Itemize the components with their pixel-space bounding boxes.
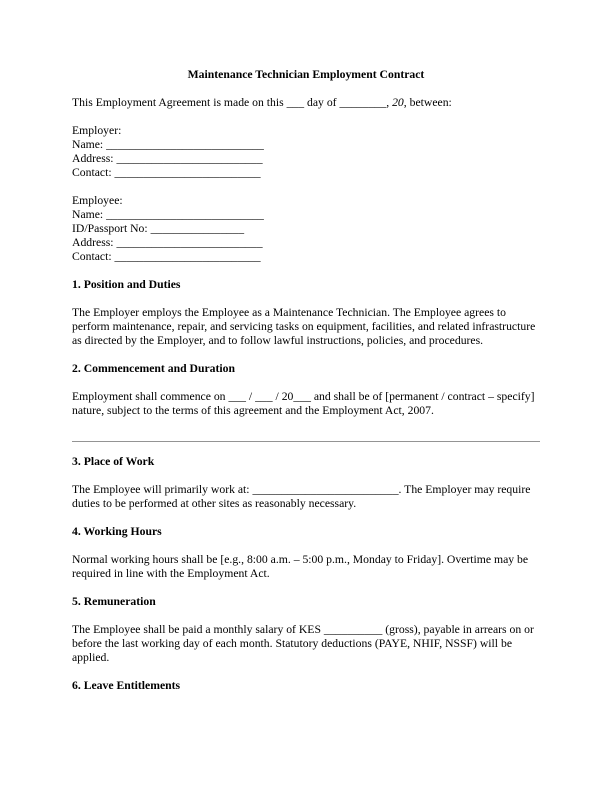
- field-label: Address:: [72, 236, 114, 249]
- field-label: ID/Passport No:: [72, 222, 148, 235]
- field-blank: ___________________________: [106, 138, 264, 151]
- section-4-heading: 4. Working Hours: [72, 525, 162, 538]
- employer-address-line: [72, 152, 540, 166]
- employer-contact-line: [72, 166, 540, 180]
- section-4-body: Normal working hours shall be [e.g., 8:00 a.m. – 5:00 p.m., Monday to Friday]. Overtime may be required in line with the Employment Act.: [72, 553, 529, 580]
- intro-paragraph: [72, 96, 540, 110]
- intro-year: 20: [392, 96, 404, 109]
- employer-heading: Employer:: [72, 124, 122, 137]
- intro-text-before: This Employment Agreement is made on this ___ day of ________,: [72, 96, 393, 109]
- field-label: Contact:: [72, 166, 112, 179]
- field-label: Name:: [72, 208, 104, 221]
- field-blank: _________________________: [116, 236, 263, 249]
- section-6-heading: 6. Leave Entitlements: [72, 679, 181, 692]
- document-title: Maintenance Technician Employment Contract: [187, 68, 425, 81]
- field-label: Address:: [72, 152, 114, 165]
- section-5-body: The Employee shall be paid a monthly salary of KES __________ (gross), payable in arrears on or before the last working day of each month. Statutory deductions (PAYE, NHIF, NSSF) will be applied.: [72, 623, 534, 664]
- employer-block: [72, 124, 540, 180]
- field-blank: _________________________: [116, 152, 263, 165]
- field-label: Contact:: [72, 250, 112, 263]
- employer-name-line: [72, 138, 540, 152]
- employee-id-line: [72, 222, 540, 236]
- section-2-heading: 2. Commencement and Duration: [72, 362, 235, 375]
- employee-block: [72, 194, 540, 264]
- employee-contact-line: [72, 250, 540, 264]
- horizontal-divider: [72, 441, 540, 442]
- section-1-heading: 1. Position and Duties: [72, 278, 181, 291]
- employee-heading: Employee:: [72, 194, 123, 207]
- field-blank: _________________________: [114, 166, 261, 179]
- section-2-body: Employment shall commence on ___ / ___ / 20___ and shall be of [permanent / contract – specify] nature, subject to the terms of this agreement and the Employment Act, 2007.: [72, 390, 535, 417]
- field-blank: _________________________: [114, 250, 261, 263]
- employee-address-line: [72, 236, 540, 250]
- section-5-heading: 5. Remuneration: [72, 595, 156, 608]
- section-3-heading: 3. Place of Work: [72, 455, 155, 468]
- employee-name-line: [72, 208, 540, 222]
- field-blank: ___________________________: [106, 208, 264, 221]
- section-3-body: The Employee will primarily work at: _________________________. The Employer may require duties to be performed at other sites as reasonably necessary.: [72, 483, 531, 510]
- section-1-body: The Employer employs the Employee as a Maintenance Technician. The Employee agrees to perform maintenance, repair, and servicing tasks on equipment, facilities, and related infrastructure as directed by the Employer, and to follow lawful instructions, policies, and procedures.: [72, 306, 536, 347]
- field-blank: ________________: [150, 222, 245, 235]
- field-label: Name:: [72, 138, 104, 151]
- intro-text-after: , between:: [403, 96, 452, 109]
